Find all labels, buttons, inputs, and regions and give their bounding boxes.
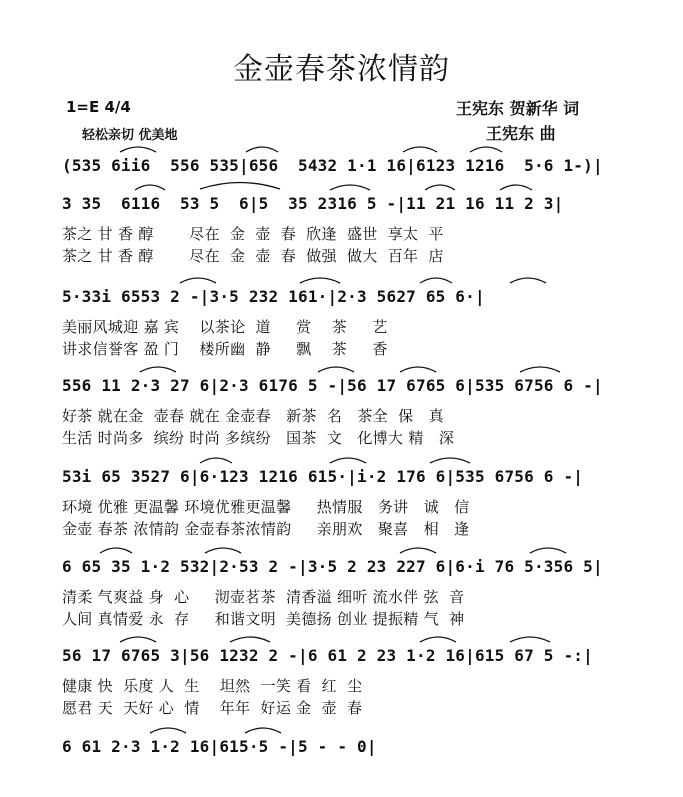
lyric-line: 人间 真情爱 永 存 和谐文明 美德扬 创业 提振精 气 神 xyxy=(62,610,465,628)
lyric-line: 健康 快 乐度 人 生 坦然 一笑 看 红 尘 xyxy=(62,677,363,695)
notation-line: 6 61 2·3 1·2 16|615·5 -|5 - - 0| xyxy=(62,737,377,756)
lyric-line: 茶之 甘 香 醇 尽在 金 壶 春 做强 做大 百年 店 xyxy=(62,247,444,265)
key-signature: 1=E 4/4 xyxy=(66,98,131,116)
notation-line: 556 11 2·3 27 6|2·3 6176 5 -|56 17 6765 6|535 6756 6 -| xyxy=(62,376,603,395)
lyric-line: 茶之 甘 香 醇 尽在 金 壶 春 欣逢 盛世 享太 平 xyxy=(62,225,444,243)
lyric-line: 金壶 春茶 浓情韵 金壶春茶浓情韵 亲朋欢 聚喜 相 逢 xyxy=(62,520,470,538)
notation-line: 6 65 35 1·2 532|2·53 2 -|3·5 2 23 227 6|6·i 76 5·356 5| xyxy=(62,557,603,576)
lyric-line: 讲求信誉客 盈 门 楼所幽 静 飘 茶 香 xyxy=(62,340,388,358)
lyric-line: 生活 时尚多 缤纷 时尚 多缤纷 国茶 文 化博大 精 深 xyxy=(62,429,455,447)
lyric-line: 环境 优雅 更温馨 环境优雅更温馨 热情服 务讲 诚 信 xyxy=(62,498,470,516)
lyricist-credit: 王宪东 贺新华 词 xyxy=(456,99,580,118)
notation-line: 53i 65 3527 6|6·123 1216 615·|i·2 176 6|535 6756 6 -| xyxy=(62,467,584,486)
notation-line: 5·33i 6553 2 -|3·5 232 161·|2·3 5627 65 6·| xyxy=(62,287,485,306)
composer-credit: 王宪东 曲 xyxy=(486,124,556,143)
notation-line: (535 6ii6 556 535|656 5432 1·1 16|6123 1216 5·6 1-)| xyxy=(62,156,603,175)
notation-line: 3 35 6116 53 5 6|5 35 2316 5 -|11 21 16 11 2 3| xyxy=(62,194,564,213)
lyric-line: 好茶 就在金 壶春 就在 金壶春 新茶 名 茶全 保 真 xyxy=(62,407,444,425)
lyric-line: 美丽风城迎 嘉 宾 以茶论 道 赏 茶 艺 xyxy=(62,318,388,336)
page-title: 金壶春茶浓情韵 xyxy=(233,52,450,87)
lyric-line: 清柔 气爽益 身 心 沏壶茗茶 清香溢 细听 流水伴 弦 音 xyxy=(62,588,465,606)
lyric-line: 愿君 天 天好 心 情 年年 好运 金 壶 春 xyxy=(62,699,363,717)
notation-line: 56 17 6765 3|56 1232 2 -|6 61 2 23 1·2 16|615 67 5 -:| xyxy=(62,646,593,665)
tempo-mark: 轻松亲切 优美地 xyxy=(82,128,178,143)
